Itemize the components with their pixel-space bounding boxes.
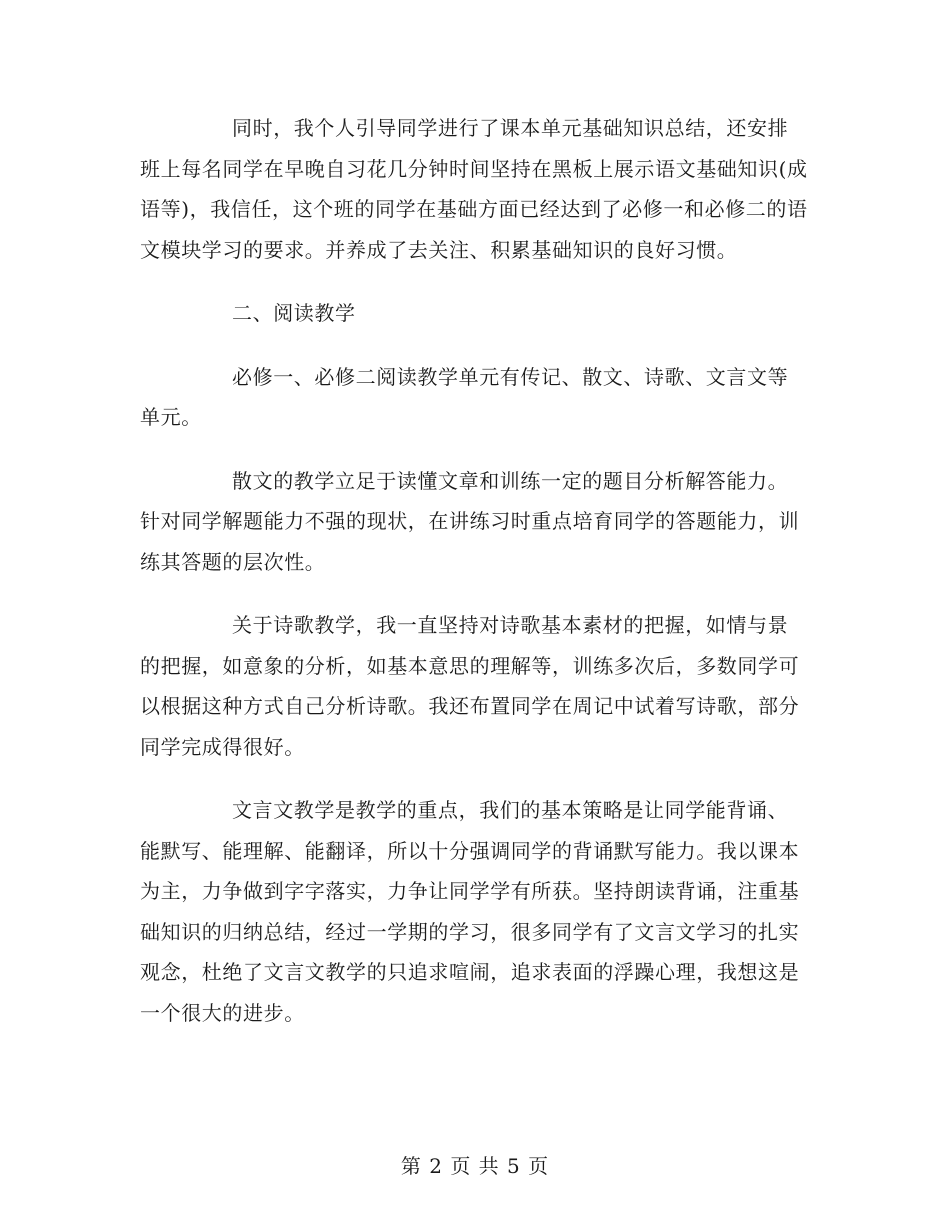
paragraph-gap bbox=[140, 334, 808, 357]
document-body bbox=[140, 108, 808, 1033]
paragraph-gap bbox=[140, 767, 808, 790]
paragraph-poetry-teaching: 关于诗歌教学，我一直坚持对诗歌基本素材的把握，如情与景的把握，如意象的分析，如基本意思的理解等，训练多次后，多数同学可以根据这种方式自己分析诗歌。我还布置同学在周记中试着写诗歌，部分同学完成得很好。 bbox=[140, 613, 800, 759]
paragraph-classical-chinese: 文言文教学是教学的重点，我们的基本策略是让同学能背诵、能默写、能理解、能翻译，所以十分强调同学的背诵默写能力。我以课本为主，力争做到字字落实，力争让同学学有所获。坚持朗读背诵，注重基础知识的归纳总结，经过一学期的学习，很多同学有了文言文学习的扎实观念，杜绝了文言文教学的只追求喧闹，追求表面的浮躁心理，我想这是一个很大的进步。 bbox=[140, 798, 800, 1025]
paragraph-gap bbox=[140, 438, 808, 461]
paragraph-prose-teaching: 散文的教学立足于读懂文章和训练一定的题目分析解答能力。针对同学解题能力不强的现状，在讲练习时重点培育同学的答题能力，训练其答题的层次性。 bbox=[140, 468, 800, 574]
section-heading-reading: 二、阅读教学 bbox=[232, 301, 356, 325]
paragraph-reading-units: 必修一、必修二阅读教学单元有传记、散文、诗歌、文言文等单元。 bbox=[140, 364, 789, 429]
paragraph-basic-knowledge: 同时，我个人引导同学进行了课本单元基础知识总结，还安排班上每名同学在早晚自习花几分钟时间坚持在黑板上展示语文基础知识(成语等)，我信任，这个班的同学在基础方面已经达到了必修一和必修二的语文模块学习的要求。并养成了去关注、积累基础知识的良好习惯。 bbox=[140, 116, 808, 262]
paragraph-gap bbox=[140, 582, 808, 605]
page-number-footer: 第 2 页 共 5 页 bbox=[400, 1154, 550, 1178]
paragraph-gap bbox=[140, 270, 808, 293]
